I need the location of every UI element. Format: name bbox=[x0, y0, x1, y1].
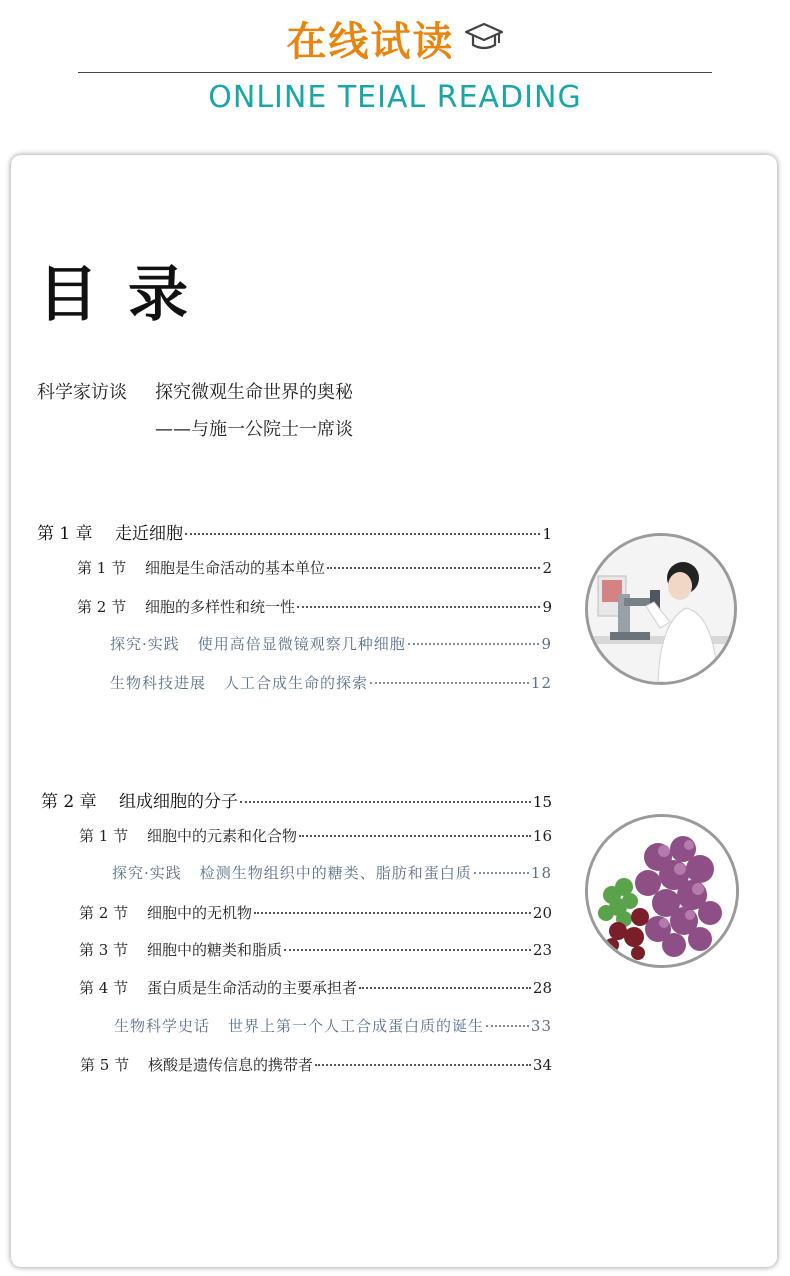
intro-label: 科学家访谈 bbox=[37, 382, 127, 403]
header-title-block bbox=[0, 10, 790, 70]
chapter-2-row[interactable] bbox=[41, 787, 552, 812]
leader-dots bbox=[299, 835, 531, 837]
page-number: 9 bbox=[542, 598, 552, 616]
toc-entry[interactable] bbox=[110, 633, 552, 654]
section-number: 第 3 节 bbox=[79, 941, 129, 959]
page-number: 2 bbox=[542, 559, 552, 577]
scientist-microscope-image bbox=[585, 533, 737, 685]
header-title: 在线试读 bbox=[286, 19, 455, 65]
section-number: 第 1 节 bbox=[77, 559, 127, 577]
page-number: 15 bbox=[532, 793, 552, 811]
toc-entry[interactable] bbox=[112, 862, 552, 883]
leader-dots bbox=[327, 567, 540, 569]
leader-dots bbox=[284, 949, 531, 951]
section-number: 第 2 节 bbox=[77, 598, 127, 616]
leader-dots bbox=[185, 533, 540, 535]
feature-label: 探究·实践 bbox=[110, 635, 180, 653]
page-number: 34 bbox=[532, 1056, 552, 1074]
feature-label: 生物科学史话 bbox=[114, 1017, 211, 1035]
page-number: 16 bbox=[532, 827, 552, 845]
leader-dots bbox=[486, 1025, 529, 1027]
page-number: 9 bbox=[541, 635, 552, 653]
page-number: 12 bbox=[530, 674, 552, 692]
toc-entry[interactable] bbox=[79, 902, 552, 923]
intro-subtitle: ——与施一公院士一席谈 bbox=[155, 419, 353, 440]
section-number: 第 5 节 bbox=[80, 1056, 130, 1074]
page-number: 20 bbox=[532, 904, 552, 922]
page-number: 1 bbox=[542, 525, 552, 543]
chapter-1-row[interactable] bbox=[37, 519, 552, 544]
feature-title: 检测生物组织中的糖类、脂肪和蛋白质 bbox=[199, 864, 472, 882]
section-title: 细胞中的糖类和脂质 bbox=[147, 941, 283, 959]
section-title: 细胞中的无机物 bbox=[147, 904, 253, 922]
leader-dots bbox=[315, 1064, 531, 1066]
header-subtitle: ONLINE TEIAL READING bbox=[208, 80, 582, 115]
page-number: 33 bbox=[530, 1017, 552, 1035]
chapter-title: 组成细胞的分子 bbox=[119, 792, 238, 812]
page-title: 目录 bbox=[38, 260, 218, 330]
section-title: 细胞的多样性和统一性 bbox=[145, 598, 296, 616]
feature-title: 使用高倍显微镜观察几种细胞 bbox=[197, 635, 406, 653]
section-number: 第 2 节 bbox=[79, 904, 129, 922]
leader-dots bbox=[474, 872, 529, 874]
feature-title: 人工合成生命的探索 bbox=[224, 674, 369, 692]
section-title: 细胞中的元素和化合物 bbox=[147, 827, 298, 845]
section-number: 第 1 节 bbox=[79, 827, 129, 845]
chapter-title: 走近细胞 bbox=[115, 524, 183, 544]
leader-dots bbox=[254, 912, 531, 914]
leader-dots bbox=[408, 643, 540, 645]
toc-entry[interactable] bbox=[77, 596, 552, 617]
section-title: 蛋白质是生命活动的主要承担者 bbox=[147, 979, 358, 997]
toc-entry[interactable] bbox=[79, 977, 552, 998]
protein-molecule-image bbox=[585, 814, 739, 968]
toc-entry[interactable] bbox=[114, 1015, 552, 1036]
leader-dots bbox=[359, 987, 531, 989]
toc-entry[interactable] bbox=[80, 1054, 552, 1075]
toc-entry[interactable] bbox=[110, 672, 552, 693]
leader-dots bbox=[240, 801, 531, 803]
header-divider bbox=[78, 72, 712, 73]
toc-entry[interactable] bbox=[77, 557, 552, 578]
leader-dots bbox=[370, 682, 529, 684]
section-title: 细胞是生命活动的基本单位 bbox=[145, 559, 326, 577]
section-number: 第 4 节 bbox=[79, 979, 129, 997]
leader-dots bbox=[297, 606, 540, 608]
intro-title: 探究微观生命世界的奥秘 bbox=[155, 382, 353, 403]
toc-entry[interactable] bbox=[79, 825, 552, 846]
chapter-number: 第 2 章 bbox=[41, 792, 97, 812]
feature-label: 生物科技进展 bbox=[110, 674, 207, 692]
toc-entry[interactable] bbox=[79, 939, 552, 960]
page-number: 18 bbox=[530, 864, 552, 882]
feature-title: 世界上第一个人工合成蛋白质的诞生 bbox=[228, 1017, 485, 1035]
page-number: 28 bbox=[532, 979, 552, 997]
section-title: 核酸是遗传信息的携带者 bbox=[148, 1056, 314, 1074]
chapter-number: 第 1 章 bbox=[37, 524, 93, 544]
page-number: 23 bbox=[532, 941, 552, 959]
graduation-cap-icon bbox=[464, 20, 504, 58]
feature-label: 探究·实践 bbox=[112, 864, 182, 882]
